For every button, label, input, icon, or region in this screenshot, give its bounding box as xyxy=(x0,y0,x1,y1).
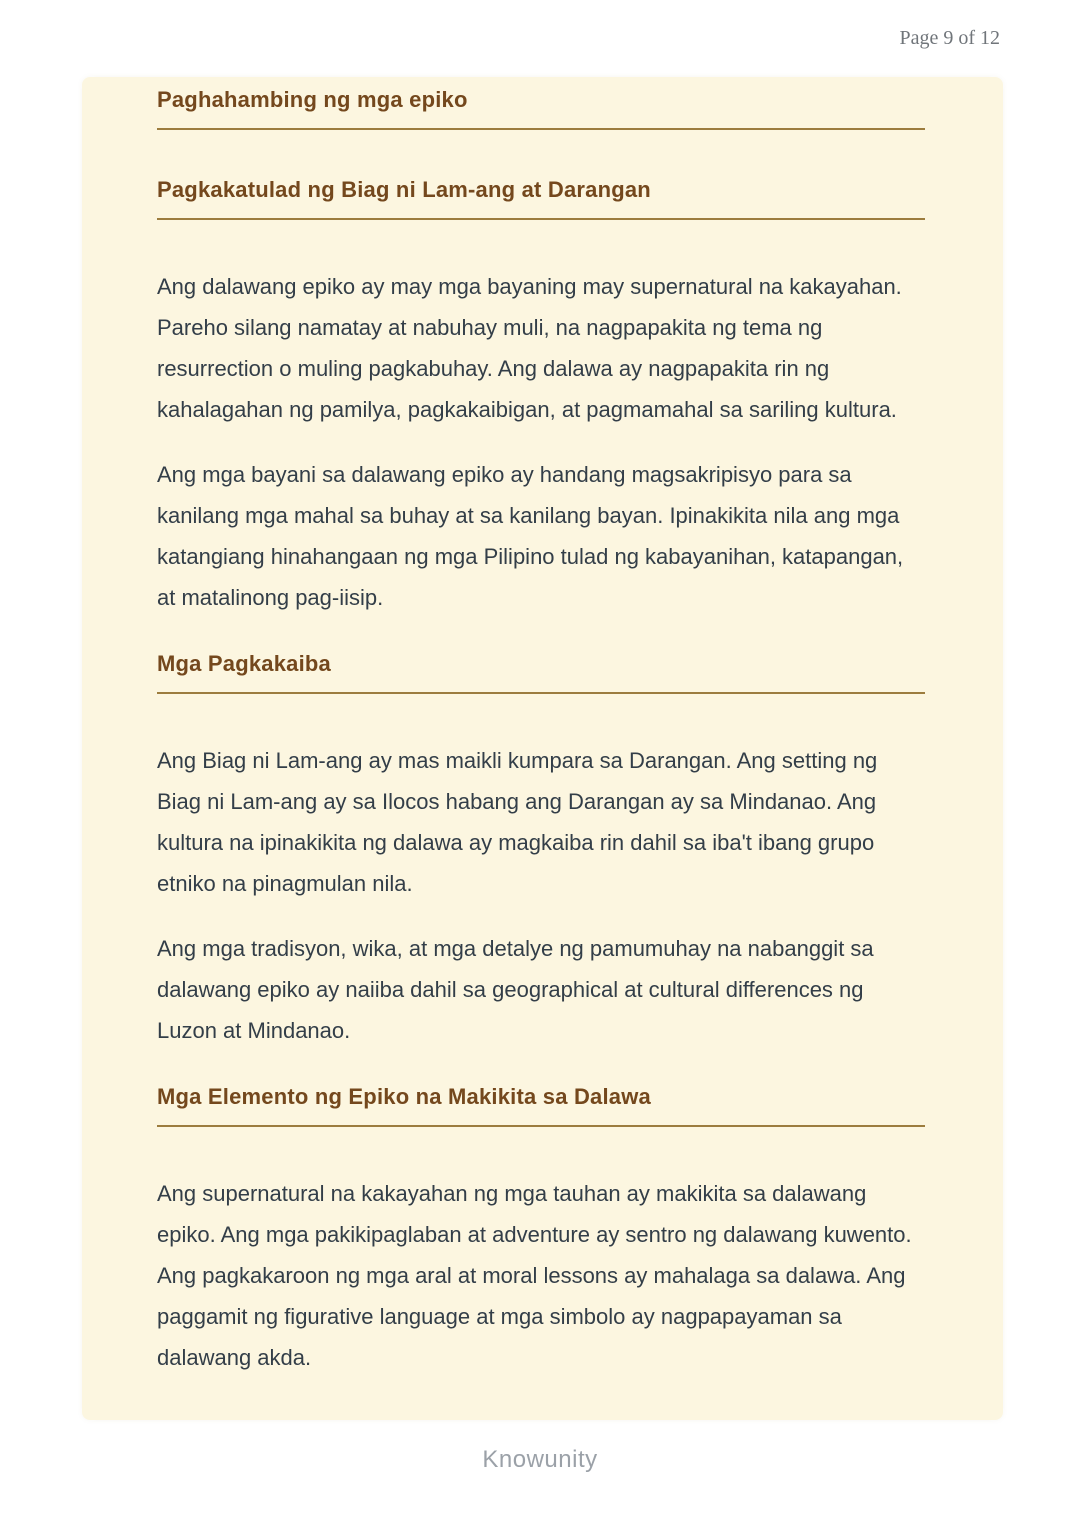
page-footer xyxy=(0,1445,1080,1475)
heading-mga-elemento-ng-epiko: Mga Elemento ng Epiko na Makikita sa Dalawa xyxy=(157,1083,925,1127)
footer-brand-label: Knowunity xyxy=(482,1446,598,1473)
paragraph-elemento-ng-epiko: Ang supernatural na kakayahan ng mga tauhan ay makikita sa dalawang epiko. Ang mga pakikipaglaban at adventure ay sentro ng dalawang kuwento. Ang pagkakaroon ng mga aral at moral lessons ay mahalaga sa dalawa. Ang paggamit ng figurative language at mga simbolo ay nagpapayaman sa dalawang akda. xyxy=(157,1181,912,1370)
paragraph-haba-setting-kultura: Ang Biag ni Lam-ang ay mas maikli kumpara sa Darangan. Ang setting ng Biag ni Lam-ang ay sa Ilocos habang ang Darangan ay sa Mindanao. Ang kultura na ipinakikita ng dalawa ay magkaiba rin dahil sa iba't ibang grupo etniko na pinagmulan nila. xyxy=(157,748,878,896)
paragraph-supernatural-kakayahan: Ang dalawang epiko ay may mga bayaning may supernatural na kakayahan. Pareho silang namatay at nabuhay muli, na nagpapakita ng tema ng resurrection o muling pagkabuhay. Ang dalawa ay nagpapakita rin ng kahalagahan ng pamilya, pagkakaibigan, at pagmamahal sa sariling kultura. xyxy=(157,274,902,422)
heading-pagkakatulad: Pagkakatulad ng Biag ni Lam-ang at Darangan xyxy=(157,176,925,220)
page-number-label: Page 9 of 12 xyxy=(899,27,1000,49)
paragraph-tradisyon-wika-detalye: Ang mga tradisyon, wika, at mga detalye ng pamumuhay na nabanggit sa dalawang epiko ay naiiba dahil sa geographical at cultural differences ng Luzon at Mindanao. xyxy=(157,936,874,1043)
document-sheet xyxy=(82,77,1003,1420)
heading-paghahambing-ng-mga-epiko: Paghahambing ng mga epiko xyxy=(157,86,925,130)
heading-mga-pagkakaiba: Mga Pagkakaiba xyxy=(157,650,925,694)
paragraph-mga-bayani-sakripisyo: Ang mga bayani sa dalawang epiko ay handang magsakripisyo para sa kanilang mga mahal sa buhay at sa kanilang bayan. Ipinakikita nila ang mga katangiang hinahangaan ng mga Pilipino tulad ng kabayanihan, katapangan, at matalinong pag-iisip. xyxy=(157,462,904,610)
page-header xyxy=(0,0,1080,50)
